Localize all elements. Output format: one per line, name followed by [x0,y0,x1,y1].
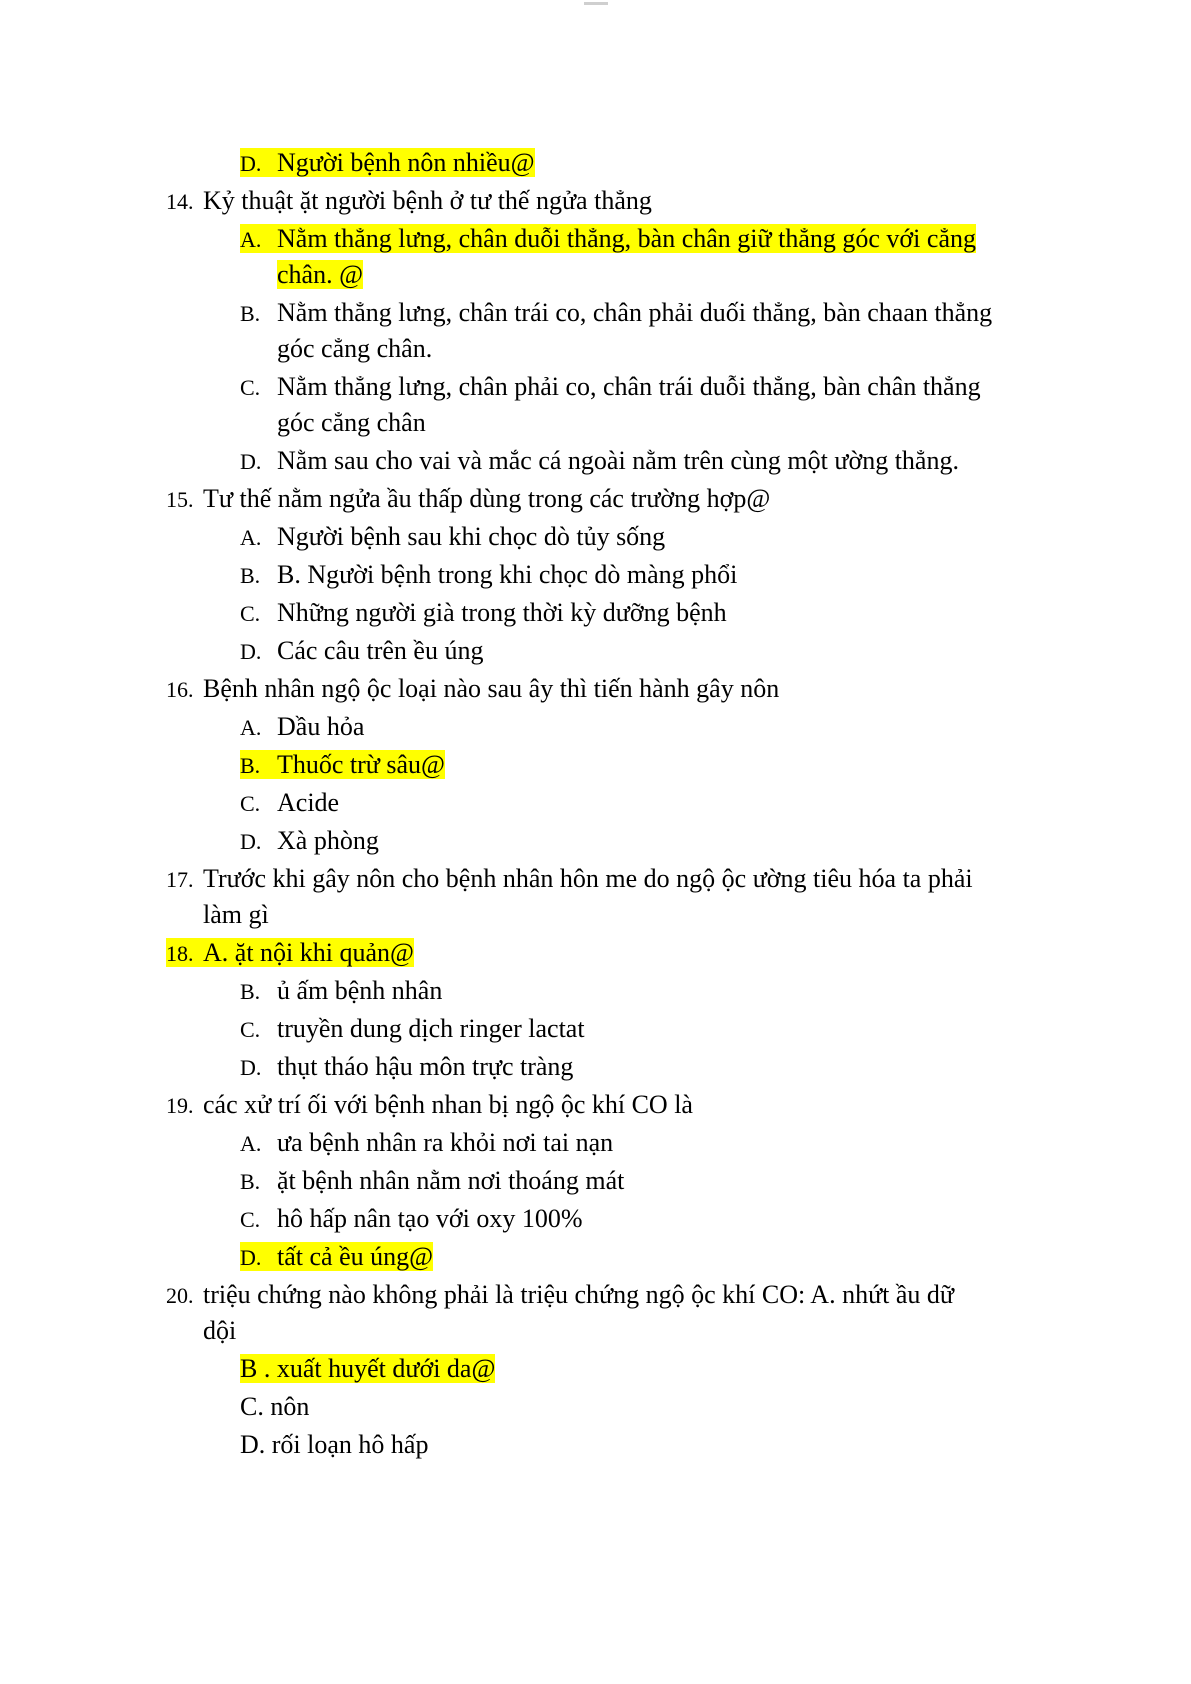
option-text: ưa bệnh nhân ra khỏi nơi tai nạn [277,1128,614,1157]
answer-option-wrap [240,1128,613,1157]
option-letter: C. [240,1207,261,1232]
option-letter: C. [240,791,261,816]
question-text: làm gì [203,900,269,929]
option-text: Các câu trên ều úng [277,636,484,665]
answer-option [240,444,959,479]
highlighted-answer [166,938,414,967]
option-letter: D. [240,151,262,176]
question-line [166,1278,954,1313]
option-letter: B. [240,1169,261,1194]
option-text: Những người già trong thời kỳ dưỡng bệnh [277,598,727,627]
question-line [166,184,652,219]
answer-option [240,1126,613,1161]
option-text: tất cả ều úng@ [277,1242,434,1271]
option-text: Nằm thẳng lưng, chân duỗi thẳng, bàn chân giữ thẳng góc với cẳng [277,224,976,253]
answer-option [240,1050,573,1085]
option-letter: D. [240,1055,262,1080]
answer-option-continuation [277,258,363,292]
question-line [166,936,414,971]
option-text: Nằm thẳng lưng, chân trái co, chân phải duối thẳng, bàn chaan thẳng [277,298,993,327]
question-text-wrap [166,674,779,703]
answer-option-wrap [240,712,364,741]
answer-option [240,1012,585,1047]
question-text: các xử trí ối với bệnh nhan bị ngộ ộc khí CO là [203,1090,693,1119]
option-letter: B. [240,753,261,778]
answer-option-wrap [240,446,959,475]
question-text-wrap [166,1280,954,1309]
answer-option [240,1164,624,1199]
question-number: 18. [166,941,194,966]
answer-option [240,1240,433,1275]
correct-answer-highlight: B . xuất huyết dưới da@ [240,1354,496,1383]
option-letter: D. [240,639,262,664]
correct-answer-highlight: chân. @ [277,260,364,289]
answer-option [240,974,442,1009]
question-number: 14. [166,189,194,214]
option-text: ặt bệnh nhân nằm nơi thoáng mát [277,1166,625,1195]
answer-option-wrap [240,298,992,327]
question-line [166,672,779,707]
answer-option [240,786,339,821]
question-continuation [203,1314,236,1348]
option-text: thụt tháo hậu môn trực tràng [277,1052,574,1081]
option-text: Thuốc trừ sâu@ [277,750,445,779]
option-text: góc cẳng chân [277,408,426,437]
question-text: Trước khi gây nôn cho bệnh nhân hôn me do ngộ ộc ường tiêu hóa ta phải [203,864,973,893]
option-text: Nằm sau cho vai và mắc cá ngoài nằm trên cùng một ường thẳng. [277,446,959,475]
correct-answer-highlight [240,148,535,177]
answer-option [240,710,364,745]
answer-option [240,824,379,859]
option-text: B. Người bệnh trong khi chọc dò màng phổi [277,560,738,589]
option-text: C. nôn [240,1392,310,1421]
answer-option-wrap [240,560,737,589]
question-text: triệu chứng nào không phải là triệu chứng ngộ ộc khí CO: A. nhứt ầu dữ [203,1280,955,1309]
question-number: 17. [166,867,194,892]
question-text-wrap [166,186,652,215]
option-letter: A. [240,715,262,740]
question-text-wrap [166,1090,693,1119]
correct-answer-highlight [240,224,976,253]
option-letter: D. [240,829,262,854]
answer-option-wrap [240,826,379,855]
option-letter: B. [240,301,261,326]
question-text: Tư thế nằm ngửa ầu thấp dùng trong các trường hợp@ [203,484,771,513]
option-text: ủ ấm bệnh nhân [277,976,443,1005]
option-text: hô hấp nân tạo với oxy 100% [277,1204,583,1233]
answer-option [240,596,727,631]
question-number: 16. [166,677,194,702]
question-line [166,1088,693,1123]
option-text: Xà phòng [277,826,379,855]
option-letter: C. [240,375,261,400]
answer-option-wrap [240,976,442,1005]
question-line [166,482,770,517]
answer-option [240,634,483,669]
answer-option [240,146,535,181]
answer-option [240,1428,428,1462]
question-text: Kỷ thuật ặt người bệnh ở tư thế ngửa thẳng [203,186,652,215]
option-letter: A. [240,227,262,252]
answer-option-wrap [240,372,981,401]
answer-option-wrap [240,788,339,817]
question-text: dội [203,1316,237,1345]
answer-option-continuation [277,406,426,440]
option-text: góc cẳng chân. [277,334,433,363]
question-text: Bệnh nhân ngộ ộc loại nào sau ây thì tiến hành gây nôn [203,674,780,703]
answer-option [240,520,665,555]
option-text: Dầu hỏa [277,712,365,741]
answer-option-wrap [240,1014,585,1043]
question-text-wrap [166,484,770,513]
option-text: D. rối loạn hô hấp [240,1430,429,1459]
answer-option [240,748,445,783]
correct-answer-highlight [240,1242,433,1271]
question-number: 19. [166,1093,194,1118]
option-letter: A. [240,525,262,550]
answer-option-continuation [277,332,432,366]
answer-option-wrap [240,1204,582,1233]
answer-option [240,1352,495,1386]
option-letter: A. [240,1131,262,1156]
answer-option [240,1202,582,1237]
option-letter: C. [240,601,261,626]
question-text-wrap [166,864,973,893]
option-letter: D. [240,449,262,474]
question-number: 15. [166,487,194,512]
answer-option-wrap [240,636,483,665]
question-number: 20. [166,1283,194,1308]
answer-option [240,1390,309,1424]
question-continuation [203,898,269,932]
answer-option [240,296,992,331]
question-text: A. ặt nội khi quản@ [203,938,414,967]
answer-option-wrap [240,598,727,627]
option-letter: B. [240,563,261,588]
option-text: truyền dung dịch ringer lactat [277,1014,585,1043]
correct-answer-highlight [240,750,445,779]
answer-option [240,558,737,593]
answer-option-wrap [240,522,665,551]
question-line [166,862,973,897]
answer-option [240,222,976,257]
option-text: Nằm thẳng lưng, chân phải co, chân trái duỗi thẳng, bàn chân thẳng [277,372,981,401]
option-text: Acide [277,788,340,817]
answer-option-wrap [240,1052,573,1081]
option-letter: B. [240,979,261,1004]
option-letter: D. [240,1245,262,1270]
option-text: Người bệnh nôn nhiều@ [277,148,535,177]
option-text: Người bệnh sau khi chọc dò tủy sống [277,522,666,551]
option-letter: C. [240,1017,261,1042]
page-header-mark [584,2,608,5]
answer-option [240,370,981,405]
answer-option-wrap [240,1166,624,1195]
